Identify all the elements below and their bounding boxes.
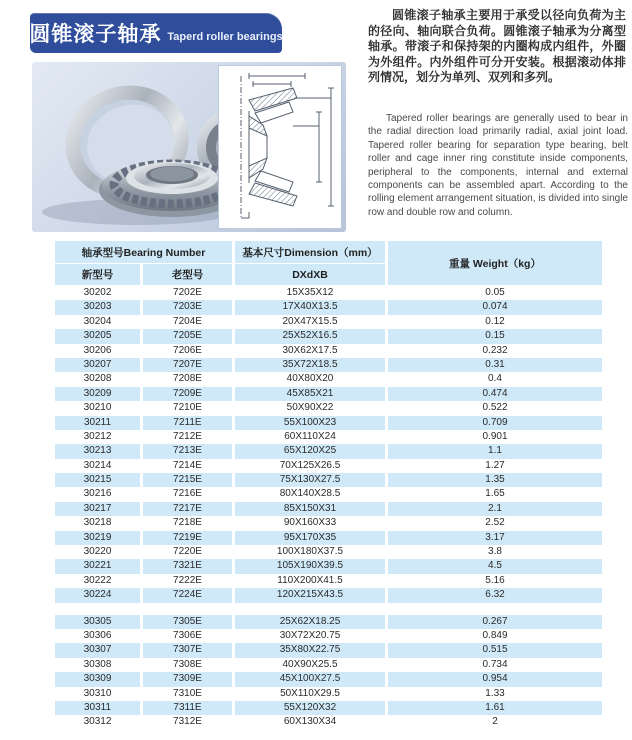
table-cell: 30312 xyxy=(83,716,112,728)
table-row xyxy=(55,487,602,501)
table-row xyxy=(55,559,602,573)
table-cell: 35X72X18.5 xyxy=(235,358,385,372)
table-cell: 30210 xyxy=(83,402,112,414)
table-cell: 7217E xyxy=(143,502,232,516)
table-cell: 30207 xyxy=(55,358,140,372)
header-new-model: 新型号 xyxy=(55,264,140,285)
table-cell: 0.954 xyxy=(388,672,602,686)
table-cell: 30215 xyxy=(55,473,140,487)
header-bearing-number: 轴承型号Bearing Number xyxy=(55,241,232,263)
table-cell: 65X120X25 xyxy=(235,444,385,458)
table-cell: 60X130X34 xyxy=(283,716,337,728)
table-cell: 30216 xyxy=(83,488,112,500)
table-cell: 0.15 xyxy=(388,329,602,343)
table-cell: 2 xyxy=(492,716,498,728)
table-group-spacer xyxy=(55,603,602,615)
intro-paragraph-zh: 圆锥滚子轴承主要用于承受以径向负荷为主的径向、轴向联合负荷。圆锥滚子轴承为分离型轴承。带滚子和保持架的内圈构成内组件，外圈为外组件。内外组件可分开安装。根据滚动体排列情况，划分为单列、双列和多列。 xyxy=(368,8,626,85)
table-row xyxy=(55,658,602,672)
table-cell: 7206E xyxy=(173,344,202,356)
table-cell: 40X90X25.5 xyxy=(282,658,338,670)
header-dxdxb: DXdXB xyxy=(235,264,385,285)
table-cell: 30219 xyxy=(55,531,140,545)
table-cell: 7307E xyxy=(143,643,232,657)
table-cell: 7220E xyxy=(173,546,202,558)
table-cell: 0.12 xyxy=(485,315,505,327)
table-row xyxy=(55,643,602,657)
table-cell: 30220 xyxy=(83,546,112,558)
table-cell: 30311 xyxy=(55,701,140,715)
table-row xyxy=(55,444,602,458)
table-cell: 1.65 xyxy=(485,488,505,500)
table-cell: 0.31 xyxy=(388,358,602,372)
table-cell: 45X85X21 xyxy=(235,387,385,401)
table-cell: 1.1 xyxy=(388,444,602,458)
table-cell: 30224 xyxy=(55,588,140,602)
table-cell: 0.709 xyxy=(388,416,602,430)
table-row xyxy=(55,502,602,516)
table-cell: 30310 xyxy=(83,687,112,699)
table-cell: 7215E xyxy=(143,473,232,487)
table-cell: 7212E xyxy=(173,430,202,442)
table-row xyxy=(55,430,602,444)
table-cell: 3.17 xyxy=(388,531,602,545)
bearing-cross-section-drawing xyxy=(218,65,342,229)
table-cell: 7208E xyxy=(173,373,202,385)
table-cell: 105X190X39.5 xyxy=(235,559,385,573)
table-cell: 17X40X13.5 xyxy=(235,300,385,314)
table-cell: 90X160X33 xyxy=(283,517,337,529)
table-cell: 25X52X16.5 xyxy=(235,329,385,343)
table-cell: 0.901 xyxy=(482,430,508,442)
table-cell: 7209E xyxy=(143,387,232,401)
table-cell: 7207E xyxy=(143,358,232,372)
table-row xyxy=(55,372,602,386)
table-row xyxy=(55,329,602,343)
table-cell: 55X120X32 xyxy=(235,701,385,715)
table-cell: 3.8 xyxy=(488,546,502,558)
table-row xyxy=(55,300,602,314)
page-title-en: Taperd roller bearings xyxy=(167,31,283,43)
table-cell: 4.5 xyxy=(388,559,602,573)
table-cell: 30218 xyxy=(83,517,112,529)
table-cell: 30213 xyxy=(55,444,140,458)
product-figure xyxy=(32,62,346,232)
table-cell: 30206 xyxy=(83,344,112,356)
table-cell: 80X140X28.5 xyxy=(279,488,341,500)
table-row xyxy=(55,459,602,473)
table-cell: 35X80X22.75 xyxy=(235,643,385,657)
table-body xyxy=(55,286,602,730)
table-cell: 70X125X26.5 xyxy=(279,459,341,471)
table-cell: 45X100X27.5 xyxy=(235,672,385,686)
table-cell: 7305E xyxy=(143,615,232,629)
bearing-table xyxy=(55,241,602,730)
table-cell: 30305 xyxy=(55,615,140,629)
table-row xyxy=(55,358,602,372)
table-row xyxy=(55,315,602,329)
table-cell: 0.522 xyxy=(482,402,508,414)
table-cell: 50X110X29.5 xyxy=(280,687,340,699)
table-cell: 0.267 xyxy=(388,615,602,629)
table-cell: 0.515 xyxy=(388,643,602,657)
table-cell: 7224E xyxy=(143,588,232,602)
table-cell: 0.05 xyxy=(485,287,505,298)
table-cell: 7213E xyxy=(143,444,232,458)
table-row xyxy=(55,574,602,588)
table-cell: 75X130X27.5 xyxy=(235,473,385,487)
table-row xyxy=(55,387,602,401)
table-cell: 0.474 xyxy=(388,387,602,401)
table-row xyxy=(55,672,602,686)
table-cell: 30202 xyxy=(83,287,112,298)
table-row xyxy=(55,286,602,300)
table-cell: 7202E xyxy=(173,287,202,298)
table-cell: 7309E xyxy=(143,672,232,686)
cross-section-schematic xyxy=(219,66,341,228)
table-cell: 6.32 xyxy=(388,588,602,602)
table-cell: 0.734 xyxy=(482,658,508,670)
table-cell: 30306 xyxy=(83,629,112,641)
table-cell: 7312E xyxy=(173,716,202,728)
table-cell: 110X200X41.5 xyxy=(277,574,343,586)
table-cell: 1.35 xyxy=(388,473,602,487)
header-weight: 重量 Weight（kg） xyxy=(388,241,602,285)
table-row xyxy=(55,531,602,545)
page-title-zh: 圆锥滚子轴承 xyxy=(29,23,162,46)
table-cell: 60X110X24 xyxy=(284,430,336,442)
table-cell: 30208 xyxy=(83,373,112,385)
table-cell: 7222E xyxy=(173,574,202,586)
table-cell: 7311E xyxy=(143,701,232,715)
table-cell: 30X72X20.75 xyxy=(279,629,341,641)
table-cell: 30308 xyxy=(83,658,112,670)
table-cell: 7216E xyxy=(173,488,202,500)
table-cell: 15X35X12 xyxy=(286,287,334,298)
table-cell: 7218E xyxy=(173,517,202,529)
table-cell: 50X90X22 xyxy=(286,402,334,414)
table-cell: 20X47X15.5 xyxy=(282,315,338,327)
table-cell: 30209 xyxy=(55,387,140,401)
table-row xyxy=(55,701,602,715)
table-cell: 25X62X18.25 xyxy=(235,615,385,629)
table-row xyxy=(55,473,602,487)
table-cell: 30217 xyxy=(55,502,140,516)
table-cell: 1.61 xyxy=(388,701,602,715)
intro-paragraph-en: Tapered roller bearings are generally used to bear in the radial direction load primarily radial, axial joint load. Tapered roller bearing for separation type bearing, belt roller and cage inner ring constitute inside components, peripheral to the components, internal and external components can be assembled apart. According to the rolling element arrangement situation, is divided into single row and double row and column. xyxy=(368,113,628,218)
table-cell: 1.33 xyxy=(485,687,505,699)
table-cell: 1.27 xyxy=(485,459,505,471)
table-cell: 7203E xyxy=(143,300,232,314)
table-cell: 7308E xyxy=(173,658,202,670)
table-row xyxy=(55,516,602,530)
table-cell: 100X180X37.5 xyxy=(276,546,344,558)
table-row xyxy=(55,629,602,643)
table-cell: 30205 xyxy=(55,329,140,343)
table-cell: 30X62X17.5 xyxy=(282,344,338,356)
table-row xyxy=(55,615,602,629)
table-cell: 0.232 xyxy=(482,344,508,356)
table-cell: 30214 xyxy=(83,459,112,471)
table-row xyxy=(55,416,602,430)
table-cell: 85X150X31 xyxy=(235,502,385,516)
table-cell: 7219E xyxy=(143,531,232,545)
table-row xyxy=(55,401,602,415)
table-cell: 30307 xyxy=(55,643,140,657)
table-cell: 2.1 xyxy=(388,502,602,516)
table-row xyxy=(55,545,602,559)
table-cell: 7211E xyxy=(143,416,232,430)
table-cell: 40X80X20 xyxy=(286,373,334,385)
table-cell: 30204 xyxy=(83,315,112,327)
table-cell: 30309 xyxy=(55,672,140,686)
table-cell: 7214E xyxy=(173,459,202,471)
table-cell: 7210E xyxy=(173,402,202,414)
table-cell: 30212 xyxy=(83,430,112,442)
page-title-banner xyxy=(30,13,282,53)
table-cell: 5.16 xyxy=(485,574,505,586)
header-old-model: 老型号 xyxy=(143,264,232,285)
table-cell: 55X100X23 xyxy=(235,416,385,430)
table-cell: 30222 xyxy=(83,574,112,586)
table-cell: 2.52 xyxy=(485,517,505,529)
table-row xyxy=(55,588,602,602)
table-cell: 0.074 xyxy=(388,300,602,314)
table-cell: 7204E xyxy=(173,315,202,327)
table-cell: 7321E xyxy=(143,559,232,573)
table-cell: 7205E xyxy=(143,329,232,343)
table-cell: 95X170X35 xyxy=(235,531,385,545)
table-cell: 30211 xyxy=(55,416,140,430)
table-cell: 30221 xyxy=(55,559,140,573)
header-dimension: 基本尺寸Dimension（mm） xyxy=(235,241,385,263)
table-cell: 0.4 xyxy=(488,373,502,385)
table-row xyxy=(55,715,602,729)
table-row xyxy=(55,687,602,701)
table-row xyxy=(55,344,602,358)
table-cell: 7310E xyxy=(173,687,202,699)
table-cell: 7306E xyxy=(173,629,202,641)
table-cell: 0.849 xyxy=(482,629,508,641)
table-cell: 120X215X43.5 xyxy=(235,588,385,602)
table-cell: 30203 xyxy=(55,300,140,314)
table-header xyxy=(55,241,602,285)
